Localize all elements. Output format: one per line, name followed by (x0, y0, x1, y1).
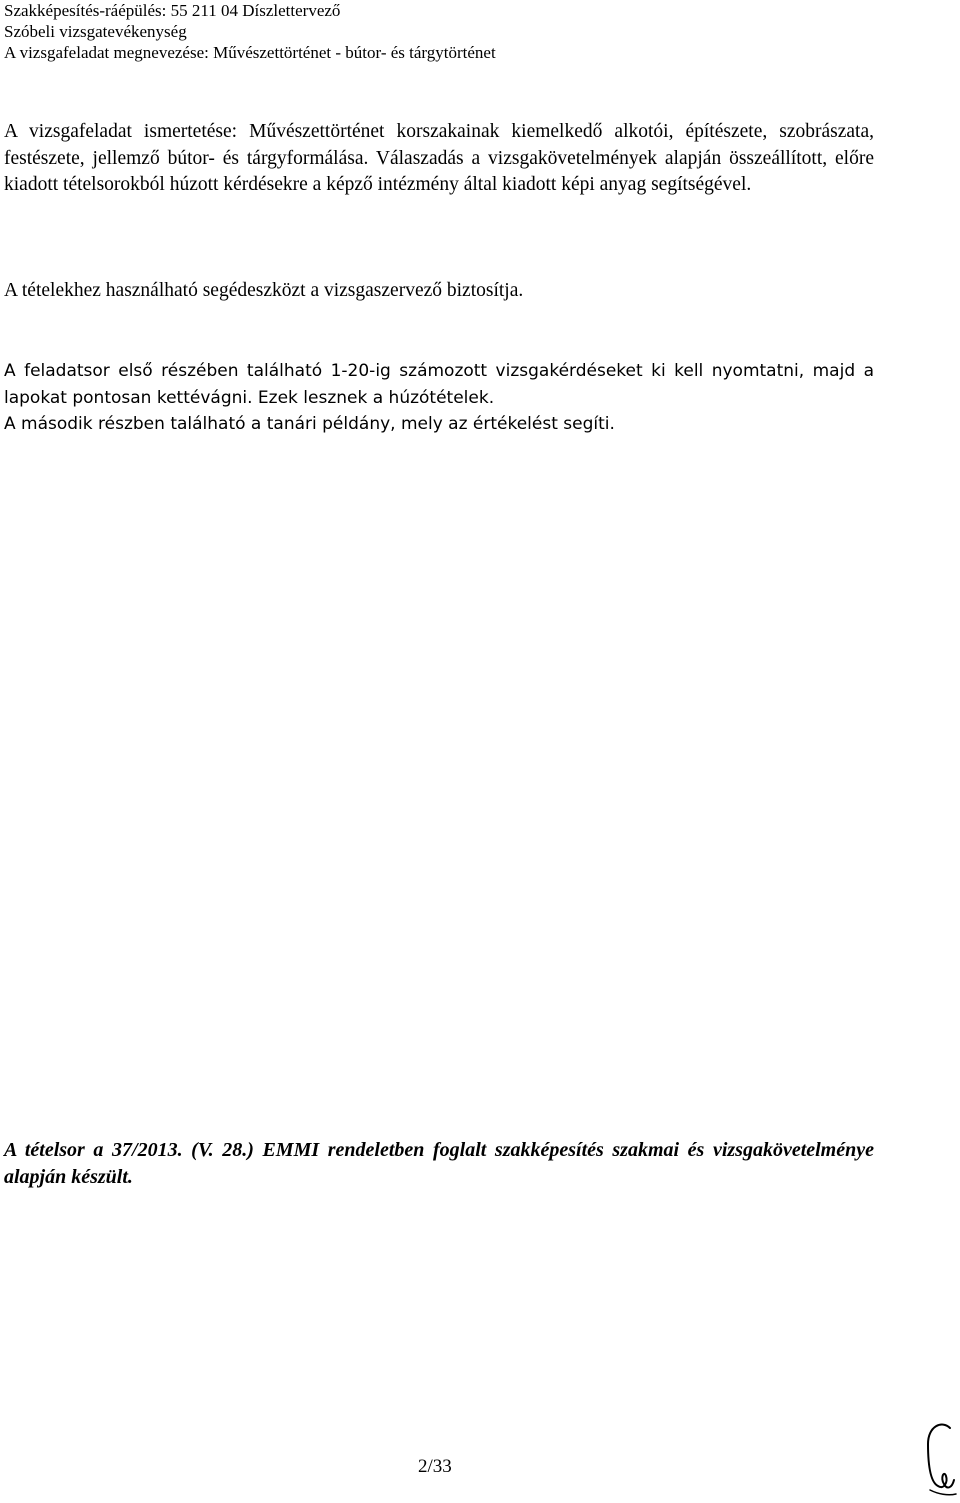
header-exam-activity: Szóbeli vizsgatevékenység (4, 22, 187, 41)
task-description: A vizsgafeladat ismertetése: Művészettörténet korszakainak kiemelkedő alkotói, építészete, szobrászata, festészete, jellemző bútor- és tárgyformálása. Válaszadás a vizsgakövetelmények alapján összeállított, előre kiadott tételsorokból húzott kérdésekre a képző intézmény által kiadott képi anyag segítségével. (4, 121, 874, 195)
instructions-print: A feladatsor első részében található 1-20-ig számozott vizsgakérdéseket ki kell nyomtatni, majd a lapokat pontosan kettévágni. Ezek lesznek a húzótételek. (4, 361, 874, 408)
legal-note: A tételsor a 37/2013. (V. 28.) EMMI rendeletben foglalt szakképesítés szakmai és vizsgakövetelménye alapján készült. (4, 1139, 874, 1188)
signature-mark (920, 1420, 958, 1500)
tools-note: A tételekhez használható segédeszközt a vizsgaszervező biztosítja. (4, 280, 524, 301)
instructions-teacher-copy: A második részben található a tanári példány, mely az értékelést segíti. (4, 414, 615, 434)
header-task-name: A vizsgafeladat megnevezése: Művészettörténet - bútor- és tárgytörténet (4, 43, 496, 62)
header-qualification: Szakképesítés-ráépülés: 55 211 04 Díszlettervező (4, 1, 341, 20)
document-header (4, 0, 496, 63)
page-number: 2/33 (418, 1456, 452, 1477)
instructions (4, 358, 874, 438)
